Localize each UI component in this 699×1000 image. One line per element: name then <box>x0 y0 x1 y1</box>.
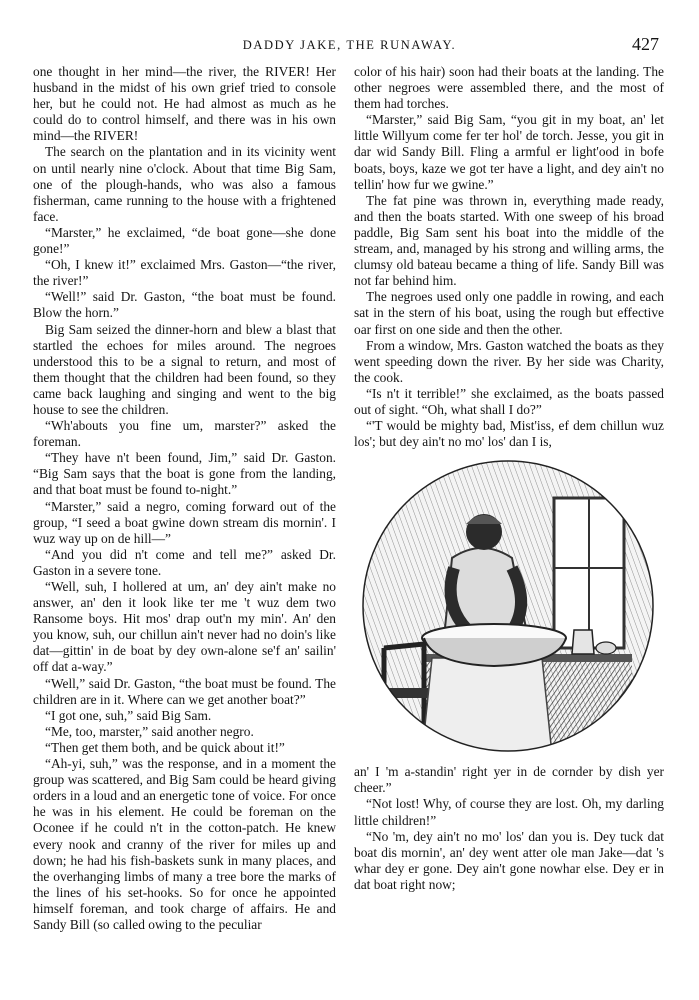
paragraph: “Well, suh, I hollered at um, an' dey ain't make no answer, an' den it look like ter me 't wuz dem two Ransome boys. Hit mos' drap out'n my min'. An' den you know, suh, our chillun ain't never had no doin's like dat—gittin' in de boat by dey own-alone se'f an' sailin' off dat a-way.” <box>33 579 336 675</box>
paragraph: The negroes used only one paddle in rowing, and each sat in the stern of his boat, using the rough but effective oar first on one side and then the other. <box>354 289 664 337</box>
running-title: DADDY JAKE, THE RUNAWAY. <box>242 38 457 52</box>
paragraph: From a window, Mrs. Gaston watched the boats as they went speeding down the river. By her side was Charity, the cook. <box>354 337 664 385</box>
paragraph: an' I 'm a-standin' right yer in de cornder by dish yer cheer.” <box>354 764 664 796</box>
paragraph: “No 'm, dey ain't no mo' los' dan you is. Dey tuck dat boat dis mornin', an' dey went atter ole man Jake—dat 's whar dey er gone. Dey ain't gone nowhar else. Dey er in dat boat right now; <box>354 828 664 892</box>
paragraph: “Oh, I knew it!” exclaimed Mrs. Gaston—“the river, the river!” <box>33 257 336 289</box>
paragraph: one thought in her mind—the river, the RIVER! Her husband in the midst of his own grief tried to console her, but he could not. He had almost as much as he could do to control himself, and there was in his own mind—the RIVER! <box>33 64 336 144</box>
paragraph: “Marster,” he exclaimed, “de boat gone—she done gone!” <box>33 224 336 257</box>
engraving-cook-at-washbasin-icon <box>362 458 654 754</box>
paragraph: Big Sam seized the dinner-horn and blew a blast that startled the echoes for miles around. The negroes understood this to be a signal to return, and most of them thought that the children had been found, so they came back laughing and singing and went to the big house to see the children. <box>33 321 336 417</box>
paragraph: “Marster,” said Big Sam, “you git in my boat, an' let little Willyum come fer ter hol' de torch. Jesse, you git in dar wid Sandy Bill. Fling a armful er light'ood in bofe boats, boys, kaze we got ter have a light, and dey ain't no tellin' how fur we gwine.” <box>354 112 664 192</box>
paragraph: “Then get them both, and be quick about it!” <box>45 739 285 755</box>
right-column <box>354 64 664 893</box>
paragraph: “Me, too, marster,” said another negro. <box>45 723 254 739</box>
paragraph: The search on the plantation and in its vicinity went on until nearly nine o'clock. About that time Big Sam, one of the plough-hands, who was also a famous fisherman, came running to the house with a frightened face. <box>33 144 336 224</box>
paragraph: The fat pine was thrown in, everything made ready, and then the boats started. With one sweep of his broad paddle, Big Sam sent his boat into the middle of the stream, and, managed by his strong and willing arms, the clumsy old bateau became a thing of life. Sandy Bill was not far behind him. <box>354 192 664 289</box>
page-number: 427 <box>632 34 659 54</box>
paragraph: “Well,” said Dr. Gaston, “the boat must be found. The children are in it. Where can we get another boat?” <box>33 675 336 707</box>
left-column <box>33 64 336 933</box>
paragraph: “Is n't it terrible!” she exclaimed, as the boats passed out of sight. “Oh, what shall I do?” <box>354 385 664 417</box>
paragraph: “Well!” said Dr. Gaston, “the boat must be found. Blow the horn.” <box>33 289 336 321</box>
illustration <box>362 458 654 754</box>
paragraph: “Wh'abouts you fine um, marster?” asked the foreman. <box>33 418 336 450</box>
paragraph: “They have n't been found, Jim,” said Dr. Gaston. “Big Sam says that the boat is gone from the landing, and that boat must be found to-night.” <box>33 450 336 498</box>
paragraph: “Ah-yi, suh,” was the response, and in a moment the group was scattered, and Big Sam could be heard giving orders in a loud and an energetic tone of voice. For once he was in his element. He could be foreman on the Oconee if he could n't in the cotton-patch. He knew every nook and cranny of the river for miles up and down; he had his fish-baskets sunk in many places, and the overhanging limbs of many a tree bore the marks of the lines of his set-hooks. So for once he appointed himself foreman, and took charge of affairs. He and Sandy Bill (so called owing to the peculiar <box>33 756 336 932</box>
paragraph: “'T would be mighty bad, Mist'iss, ef dem chillun wuz los'; but dey ain't no mo' los' dan I is, <box>354 418 664 450</box>
paragraph: color of his hair) soon had their boats at the landing. The other negroes were assembled there, and the most of them had torches. <box>354 64 664 112</box>
paragraph: “I got one, suh,” said Big Sam. <box>45 707 212 723</box>
paragraph: “Not lost! Why, of course they are lost. Oh, my darling little children!” <box>354 796 664 828</box>
paragraph: “Marster,” said a negro, coming forward out of the group, “I seed a boat gwine down stream dis mornin'. I wuz way up on de hill—” <box>33 498 336 546</box>
paragraph: “And you did n't come and tell me?” asked Dr. Gaston in a severe tone. <box>33 546 336 578</box>
